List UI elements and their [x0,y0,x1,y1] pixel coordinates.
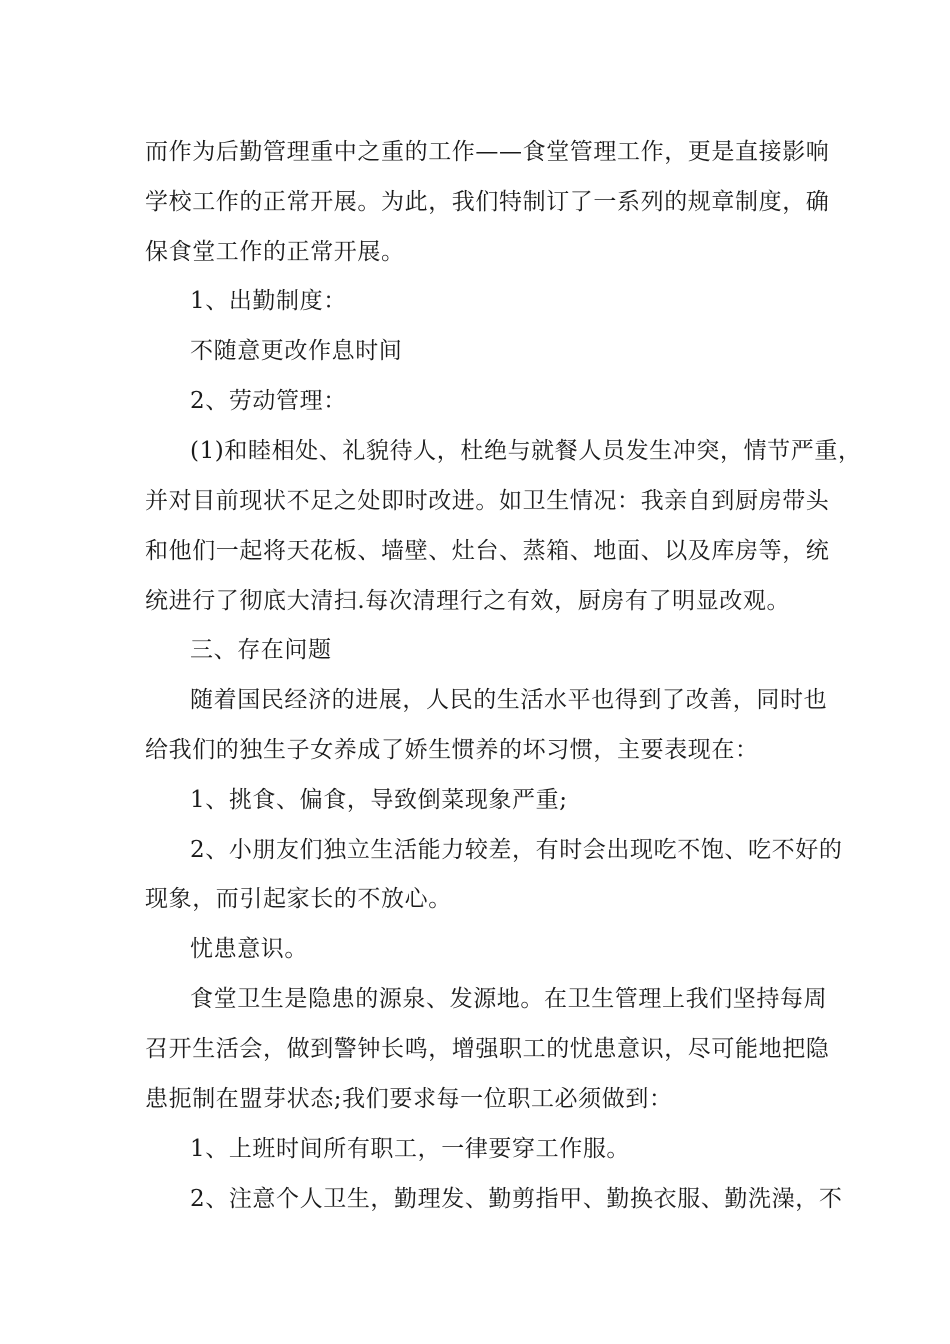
text-line: 患扼制在盟芽状态;我们要求每一位职工必须做到： [145,1086,673,1112]
text-line: 而作为后勤管理重中之重的工作——食堂管理工作，更是直接影响 [145,139,830,165]
text-line: 召开生活会，做到警钟长鸣，增强职工的忧患意识，尽可能地把隐 [145,1036,830,1062]
list-item: 1、挑食、偏食，导致倒菜现象严重; [190,787,568,813]
text-line: 现象，而引起家长的不放心。 [145,886,452,912]
section-heading: 1、出勤制度： [190,288,347,314]
section-heading: 三、存在问题 [190,637,332,663]
list-item: 1、上班时间所有职工，一律要穿工作服。 [190,1136,631,1162]
text-line: 给我们的独生子女养成了娇生惯养的坏习惯，主要表现在： [145,737,759,763]
text-line: (1)和睦相处、礼貌待人，杜绝与就餐人员发生冲突，情节严重， [190,438,862,464]
text-line: 食堂卫生是隐患的源泉、发源地。在卫生管理上我们坚持每周 [190,986,828,1012]
text-line: 学校工作的正常开展。为此，我们特制订了一系列的规章制度，确 [145,189,830,215]
section-heading: 2、劳动管理： [190,388,347,414]
list-item: 2、注意个人卫生，勤理发、勤剪指甲、勤换衣服、勤洗澡，不 [190,1186,843,1212]
text-line: 和他们一起将天花板、墙壁、灶台、蒸箱、地面、以及库房等，统 [145,538,830,564]
section-heading: 忧患意识。 [190,936,308,962]
text-line: 统进行了彻底大清扫.每次清理行之有效，厨房有了明显改观。 [145,588,791,614]
text-line: 不随意更改作息时间 [190,338,403,364]
list-item: 2、小朋友们独立生活能力较差，有时会出现吃不饱、吃不好的 [190,837,843,863]
text-line: 随着国民经济的进展，人民的生活水平也得到了改善，同时也 [190,687,828,713]
text-line: 保食堂工作的正常开展。 [145,239,405,265]
text-line: 并对目前现状不足之处即时改进。如卫生情况：我亲自到厨房带头 [145,488,830,514]
